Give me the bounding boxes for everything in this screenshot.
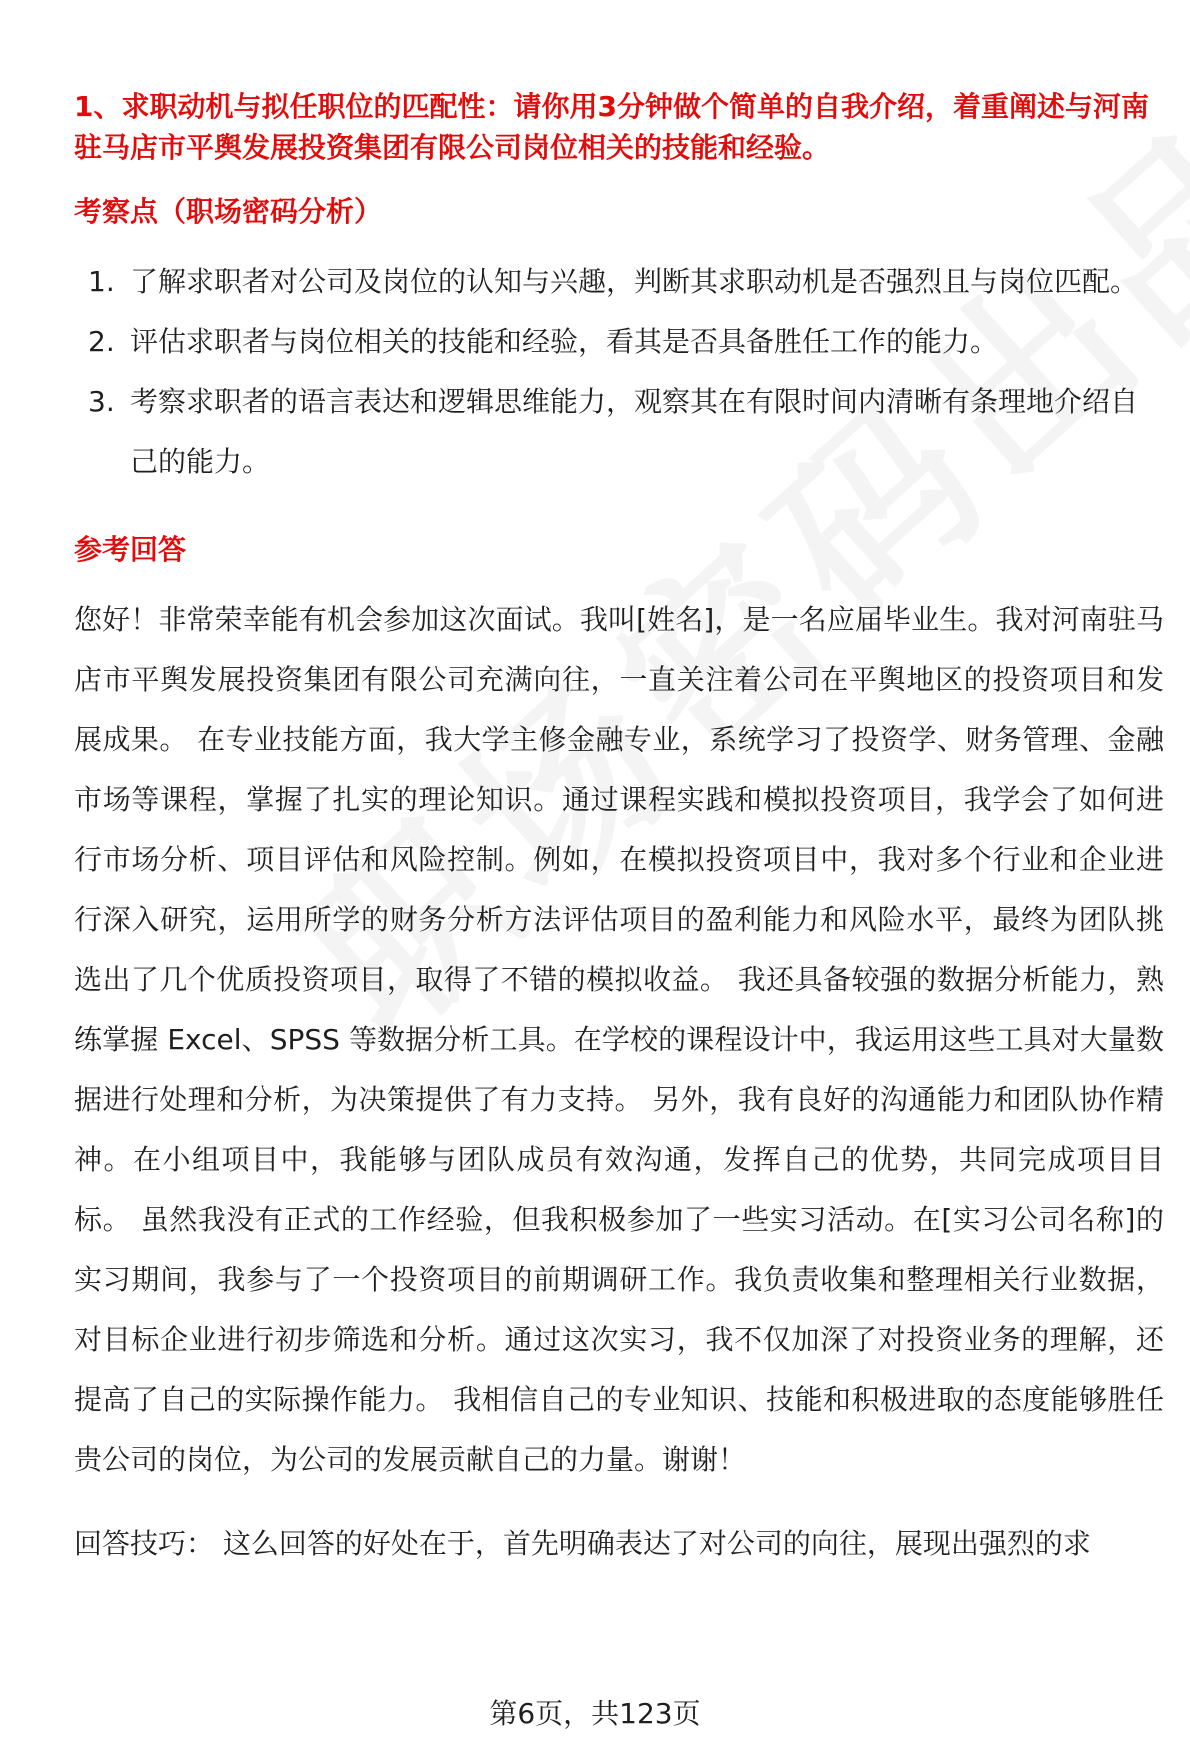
answer-title: 参考回答: [74, 533, 187, 566]
answer-tips: 回答技巧： 这么回答的好处在于，首先明确表达了对公司的向往，展现出强烈的求: [74, 1527, 1091, 1560]
exam-point-item: [74, 252, 1164, 312]
exam-point-text: 了解求职者对公司及岗位的认知与兴趣，判断其求职动机是否强烈且与岗位匹配。: [130, 265, 1139, 298]
page-content: [74, 86, 1164, 1574]
question-heading: 1、求职动机与拟任职位的匹配性：请你用3分钟做个简单的自我介绍，着重阐述与河南驻马店市平舆发展投资集团有限公司岗位相关的技能和经验。: [74, 90, 1149, 164]
exam-point-text: 考察求职者的语言表达和逻辑思维能力，观察其在有限时间内清晰有条理地介绍自己的能力。: [130, 385, 1139, 478]
exam-point-text: 评估求职者与岗位相关的技能和经验，看其是否具备胜任工作的能力。: [130, 325, 999, 358]
exam-point-item: [74, 312, 1164, 372]
exam-point-number: 1.: [88, 265, 115, 298]
exam-point-item: [74, 372, 1164, 492]
answer-body: 您好！非常荣幸能有机会参加这次面试。我叫[姓名]，是一名应届毕业生。我对河南驻马店市平舆发展投资集团有限公司充满向往，一直关注着公司在平舆地区的投资项目和发展成果。 在专业技能方面，我大学主修金融专业，系统学习了投资学、财务管理、金融市场等课程，掌握了扎实的理论知识。通过课程实践和模拟投资项目，我学会了如何进行市场分析、项目评估和风险控制。例如，在模拟投资项目中，我对多个行业和企业进行深入研究，运用所学的财务分析方法评估项目的盈利能力和风险水平，最终为团队挑选出了几个优质投资项目，取得了不错的模拟收益。 我还具备较强的数据分析能力，熟练掌握 Excel、SPSS 等数据分析工具。在学校的课程设计中，我运用这些工具对大量数据进行处理和分析，为决策提供了有力支持。 另外，我有良好的沟通能力和团队协作精神。在小组项目中，我能够与团队成员有效沟通，发挥自己的优势，共同完成项目目标。 虽然我没有正式的工作经验，但我积极参加了一些实习活动。在[实习公司名称]的实习期间，我参与了一个投资项目的前期调研工作。我负责收集和整理相关行业数据，对目标企业进行初步筛选和分析。通过这次实习，我不仅加深了对投资业务的理解，还提高了自己的实际操作能力。 我相信自己的专业知识、技能和积极进取的态度能够胜任贵公司的岗位，为公司的发展贡献自己的力量。谢谢！: [74, 603, 1164, 1476]
page-number-footer: 第6页，共123页: [489, 1697, 701, 1730]
exam-point-number: 3.: [88, 385, 115, 418]
exam-points-title: 考察点（职场密码分析）: [74, 195, 383, 228]
exam-points-list: [74, 252, 1164, 492]
exam-point-number: 2.: [88, 325, 115, 358]
